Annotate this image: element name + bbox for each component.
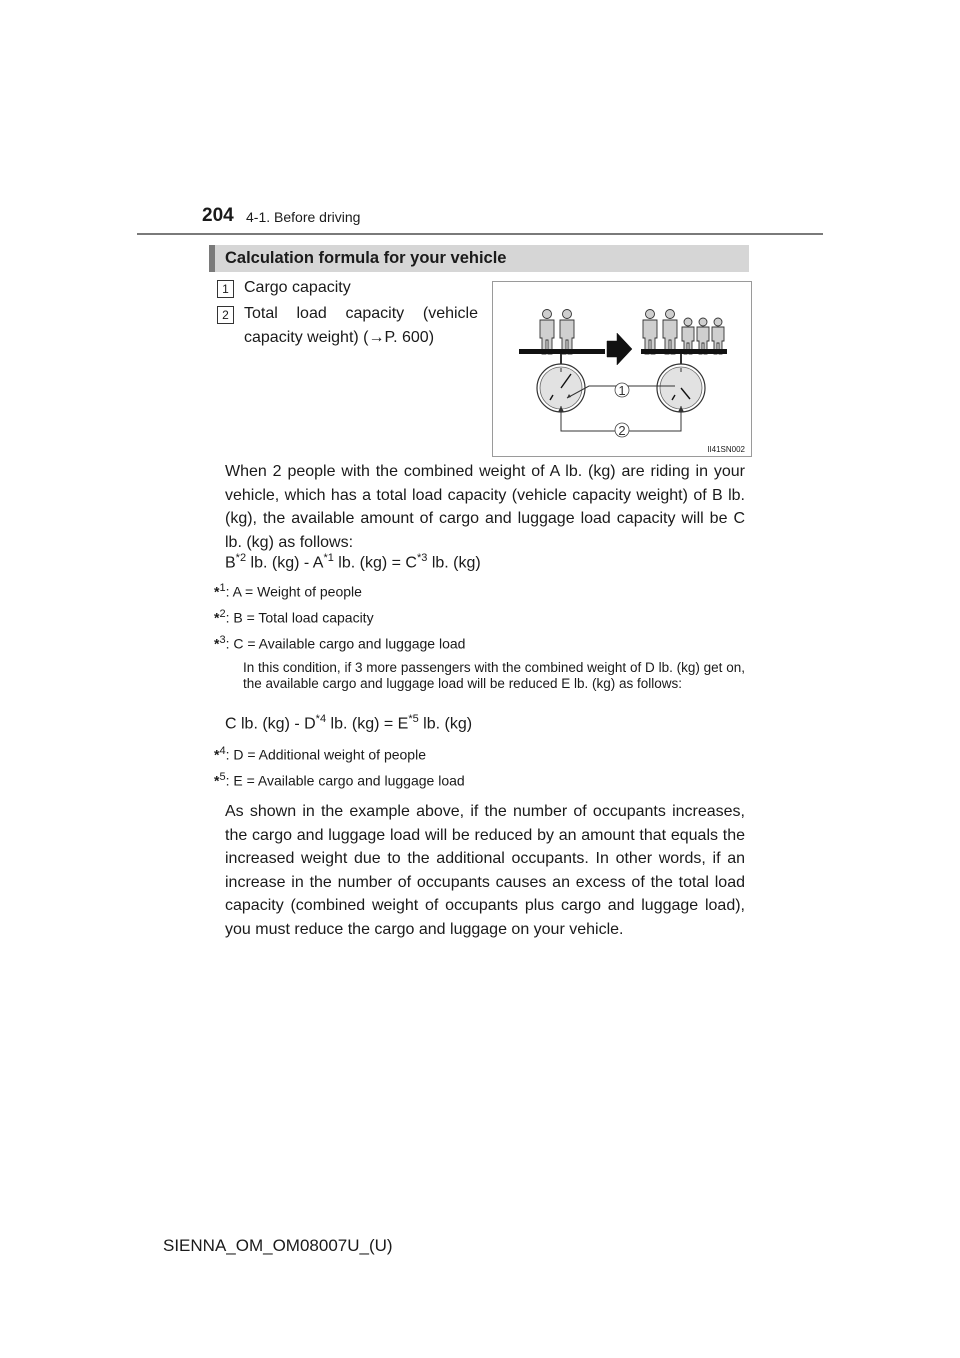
formula1-sup-3: *3 (416, 552, 428, 564)
right-platform (641, 349, 727, 354)
person-icon (697, 318, 709, 354)
header-rule (137, 233, 823, 235)
page-number: 204 (202, 205, 234, 226)
footnote-sup: 2 (219, 608, 226, 620)
item-2-line2: capacity weight) (→P. 600) (244, 329, 435, 346)
footnote-sup: 3 (219, 634, 226, 646)
formula1-sup-2: *1 (323, 552, 334, 564)
footnote-mark: * (214, 583, 220, 600)
footnote-sup: 5 (219, 771, 226, 783)
person-icon (712, 318, 724, 354)
arrow-right-icon (607, 333, 632, 365)
formula1-part-c: lb. (kg) = C (333, 554, 417, 572)
callout-2-label: 2 (618, 423, 626, 438)
item-1-text: Cargo capacity (244, 279, 351, 296)
formula2-sup-1: *4 (315, 713, 327, 725)
paragraph-3: As shown in the example above, if the number of occupants increases, the cargo and luggage load will be reduced by an amount that equals the increased weight due to the additional occupants. In other words, if an increase in the number of occupants causes an excess of the total load capacity (combined weight of occupants plus cargo and luggage load), you must reduce the cargo and luggage on your vehicle. (225, 803, 745, 938)
formula1-part-a: B (225, 554, 236, 572)
formula2-sup-2: *5 (408, 713, 419, 725)
footnote-2 (214, 608, 374, 626)
paragraph-2: In this condition, if 3 more passengers with the combined weight of D lb. (kg) get on, the available cargo and luggage load will be reduced E lb. (kg) as follows: (243, 660, 745, 691)
person-icon (540, 310, 554, 355)
left-platform (519, 349, 605, 354)
person-icon (663, 310, 677, 355)
footnote-4 (214, 745, 426, 763)
item-2-line1: Total load capacity (vehicle (244, 305, 478, 322)
scale-gauge-right (657, 364, 705, 412)
footnote-1 (214, 582, 362, 600)
footnote-text: : A = Weight of people (225, 583, 362, 600)
footnote-5 (214, 771, 465, 789)
section-title: 4-1. Before driving (246, 209, 361, 225)
footnote-text: : C = Available cargo and luggage load (225, 635, 466, 652)
footnote-mark: * (214, 609, 220, 626)
footnote-text: : B = Total load capacity (225, 609, 374, 626)
formula1-part-b: lb. (kg) - A (246, 554, 324, 572)
footnote-sup: 4 (219, 745, 226, 757)
heading-title: Calculation formula for your vehicle (225, 249, 507, 267)
formula-2 (225, 713, 472, 733)
item-number-2: 2 (217, 306, 234, 324)
item-number-1: 1 (217, 280, 234, 298)
callout-1-label: 1 (618, 383, 626, 398)
formula2-part-b: lb. (kg) = E (326, 715, 409, 733)
footnote-text: : E = Available cargo and luggage load (225, 772, 465, 789)
formula1-part-d: lb. (kg) (427, 554, 481, 572)
footnote-mark: * (214, 772, 220, 789)
illustration-svg (493, 282, 751, 456)
formula1-sup-1: *2 (235, 552, 247, 564)
footnote-sup: 1 (219, 582, 226, 594)
formula-1 (225, 552, 481, 572)
footnote-mark: * (214, 746, 220, 763)
paragraph-1: When 2 people with the combined weight of A lb. (kg) are riding in your vehicle, which has a total load capacity (vehicle capacity weight) of B lb. (kg), the available amount of cargo and luggage load capacity will be C lb. (kg) as follows: (225, 463, 745, 551)
document-footer: SIENNA_OM_OM08007U_(U) (163, 1236, 393, 1255)
heading-accent (209, 245, 215, 272)
person-icon (682, 318, 694, 354)
scale-gauge-left (537, 364, 585, 412)
person-icon (560, 310, 574, 355)
heading-bar (209, 245, 749, 272)
formula2-part-a: C lb. (kg) - D (225, 715, 316, 733)
footnote-mark: * (214, 635, 220, 652)
footnote-3 (214, 634, 465, 652)
illustration-code: II41SN002 (707, 445, 745, 454)
person-icon (643, 310, 657, 355)
footnote-text: : D = Additional weight of people (225, 746, 426, 763)
load-illustration (492, 281, 752, 457)
formula2-part-c: lb. (kg) (418, 715, 473, 733)
